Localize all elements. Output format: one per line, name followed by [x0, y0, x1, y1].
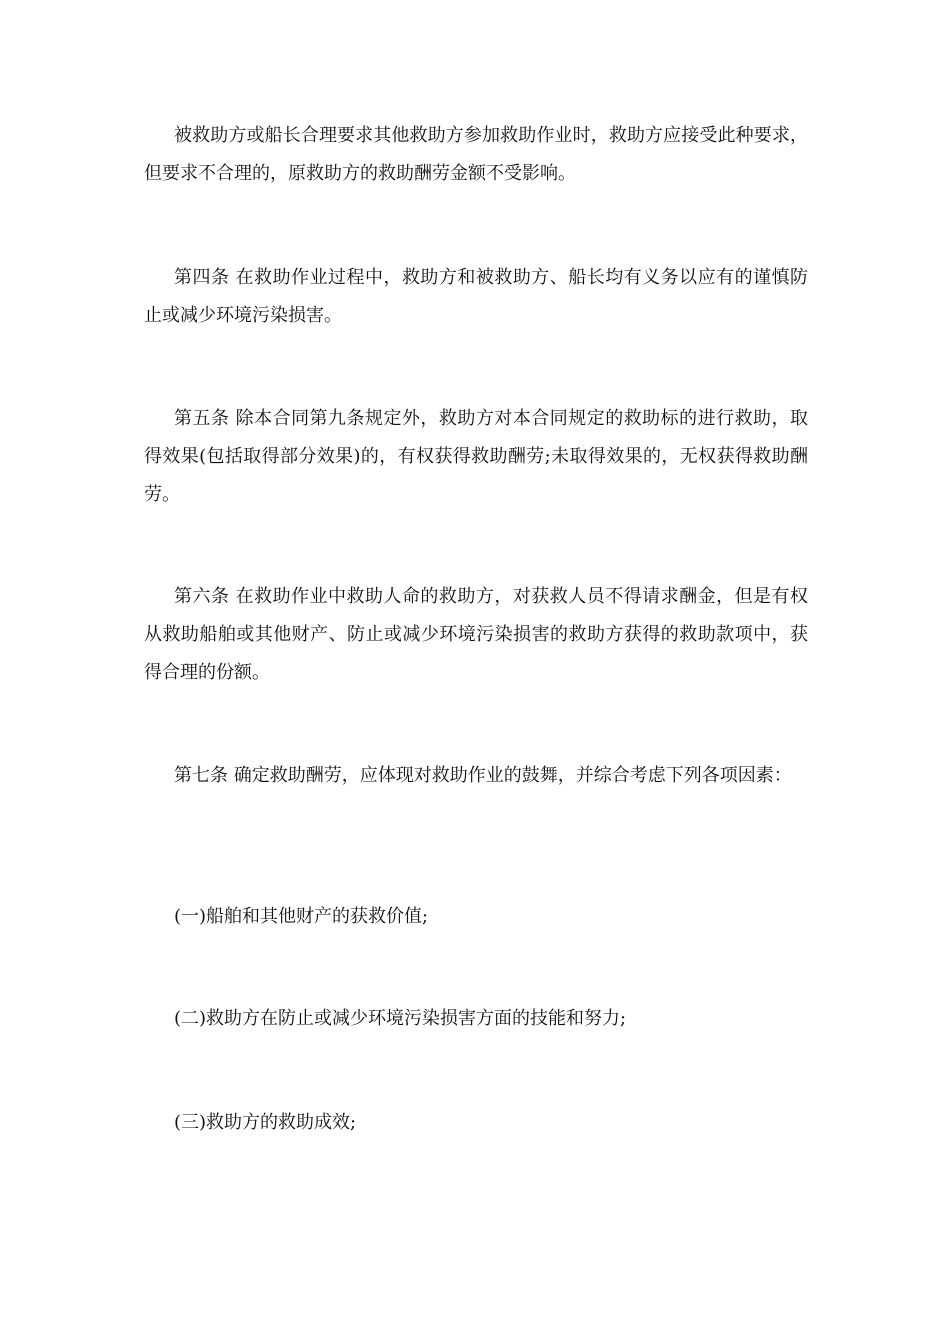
paragraph-article-6: 第六条 在救助作业中救助人命的救助方，对获救人员不得请求酬金，但是有权从救助船舶或其他财产、防止或减少环境污染损害的救助方获得的救助款项中，获得合理的份额。: [144, 586, 808, 683]
paragraph-article-5: 第五条 除本合同第九条规定外，救助方对本合同规定的救助标的进行救助，取得效果(包括取得部分效果)的，有权获得救助酬劳;未取得效果的，无权获得救助酬劳。: [144, 408, 808, 505]
list-item-factor-1: (一)船舶和其他财产的获救价值;: [174, 906, 429, 927]
list-item-factor-2: (二)救助方在防止或减少环境污染损害方面的技能和努力;: [174, 1008, 627, 1029]
paragraph-salvage-request: 被救助方或船长合理要求其他救助方参加救助作业时，救助方应接受此种要求，但要求不合理的，原救助方的救助酬劳金额不受影响。: [144, 125, 808, 184]
list-item-factor-3: (三)救助方的救助成效;: [174, 1112, 357, 1133]
paragraph-article-7: 第七条 确定救助酬劳，应体现对救助作业的鼓舞，并综合考虑下列各项因素：: [174, 765, 792, 786]
paragraph-article-4: 第四条 在救助作业过程中，救助方和被救助方、船长均有义务以应有的谨慎防止或减少环境污染损害。: [144, 267, 808, 326]
